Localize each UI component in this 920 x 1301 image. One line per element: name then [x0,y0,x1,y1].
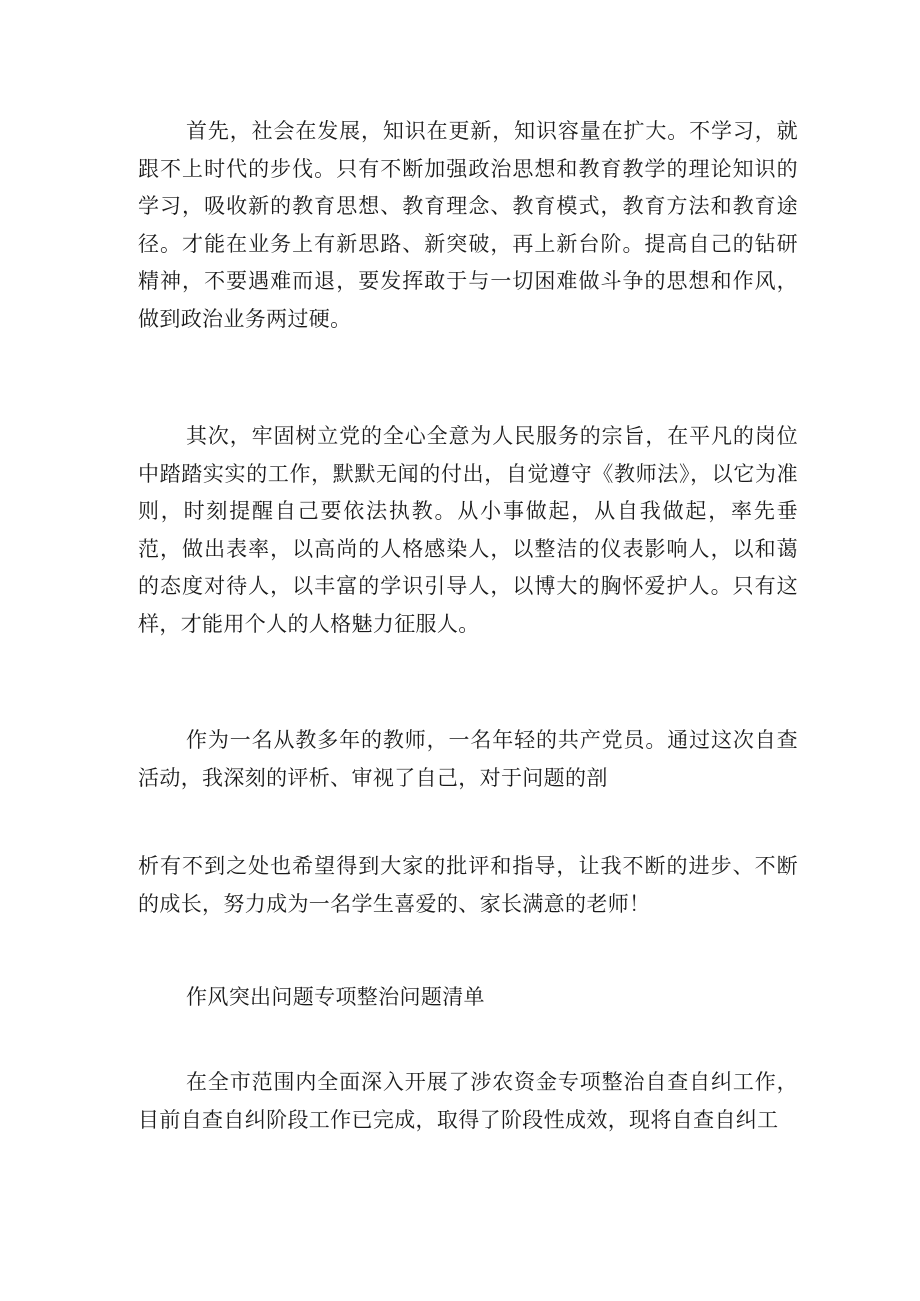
paragraph-self-study: 首先，社会在发展，知识在更新，知识容量在扩大。不学习，就跟不上时代的步伐。只有不断加强政治思想和教育教学的理论知识的学习，吸收新的教育思想、教育理念、教育模式，教育方法和教育途径。才能在业务上有新思路、新突破，再上新台阶。提高自己的钻研精神，不要遇难而退，要发挥敢于与一切困难做斗争的思想和作风，做到政治业务两过硬。 [138,119,798,331]
paragraph-self-inspection: 作为一名从教多年的教师，一名年轻的共产党员。通过这次自查活动，我深刻的评析、审视了自己，对于问题的剖 [138,728,798,790]
section-heading: 作风突出问题专项整治问题清单 [186,985,485,1009]
paragraph-service-purpose: 其次，牢固树立党的全心全意为人民服务的宗旨，在平凡的岗位中踏踏实实的工作，默默无闻的付出，自觉遵守《教师法》，以它为准则，时刻提醒自己要依法执教。从小事做起，从自我做起，率先垂范，做出表率，以高尚的人格感染人，以整洁的仪表影响人，以和蔼的态度对待人，以丰富的学识引导人，以博大的胸怀爱护人。只有这样，才能用个人的人格魅力征服人。 [138,424,798,636]
paragraph-agriculture-funds: 在全市范围内全面深入开展了涉农资金专项整治自查自纠工作，目前自查自纠阶段工作已完成，取得了阶段性成效，现将自查自纠工 [138,1070,798,1132]
paragraph-continuation: 析有不到之处也希望得到大家的批评和指导，让我不断的进步、不断的成长，努力成为一名学生喜爱的、家长满意的老师！ [138,854,798,916]
